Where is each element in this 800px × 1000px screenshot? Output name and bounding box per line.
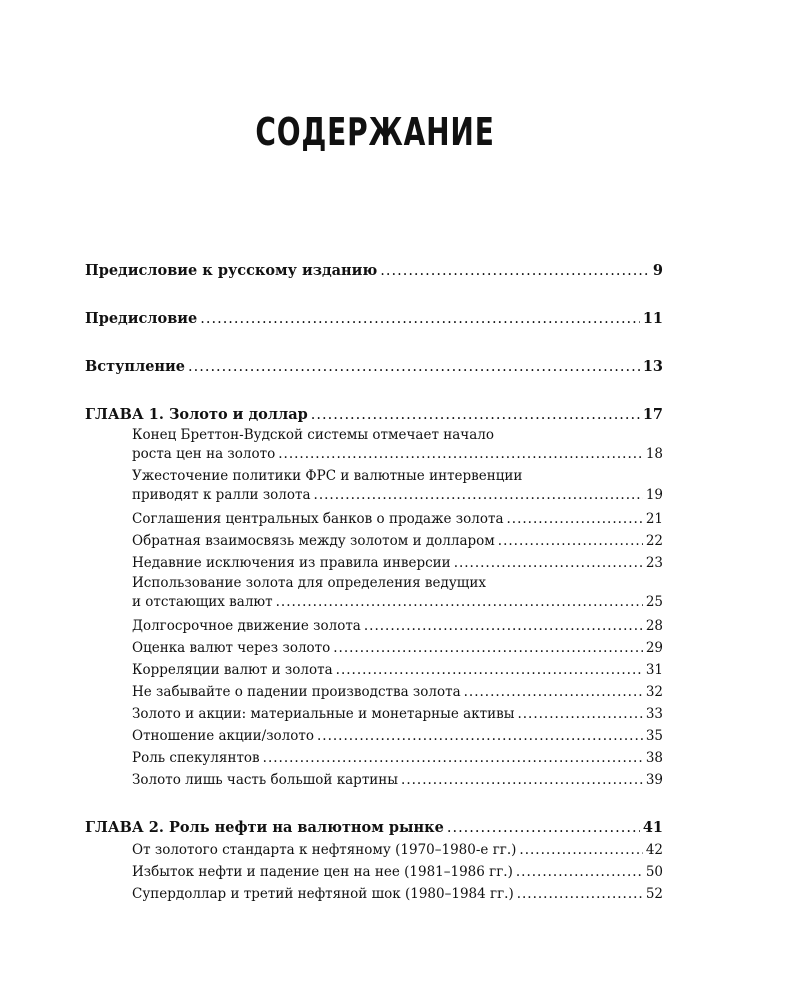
toc-page-number: 29 xyxy=(645,640,663,656)
toc-section-title-line1: Использование золота для определения ведущих xyxy=(132,575,486,591)
toc-section-entry[interactable] xyxy=(85,681,663,703)
toc-section-title: Долгосрочное движение золота xyxy=(132,618,361,634)
leader-dots xyxy=(464,681,643,703)
leader-dots xyxy=(519,839,642,861)
toc-section-entry[interactable] xyxy=(85,467,663,505)
toc-section-entry[interactable] xyxy=(85,747,663,769)
leader-dots xyxy=(364,615,643,637)
toc-section-title: Оценка валют через золото xyxy=(132,640,331,656)
leader-dots xyxy=(188,356,640,378)
toc-section-entry[interactable] xyxy=(85,703,663,725)
toc-section-entry[interactable] xyxy=(85,769,663,791)
toc-section-entry[interactable] xyxy=(85,637,663,659)
leader-dots xyxy=(380,260,650,282)
toc-section-entry[interactable] xyxy=(85,426,663,464)
toc-page-number: 38 xyxy=(645,750,663,766)
toc-page-number: 31 xyxy=(645,662,663,678)
toc-entry-title: Предисловие к русскому изданию xyxy=(85,262,378,279)
toc-page-number: 17 xyxy=(642,406,663,423)
leader-dots xyxy=(278,445,643,464)
toc-entry-title: Вступление xyxy=(85,358,186,375)
leader-dots xyxy=(263,747,643,769)
toc-page-number: 32 xyxy=(645,684,663,700)
toc-page-number: 33 xyxy=(645,706,663,722)
table-of-contents xyxy=(85,260,663,905)
chapter-gap xyxy=(85,791,663,817)
toc-page-number: 25 xyxy=(645,594,663,610)
toc-section-title: Избыток нефти и падение цен на нее (1981–1986 гг.) xyxy=(132,864,513,880)
toc-section-title: Золото лишь часть большой картины xyxy=(132,772,399,788)
page-title: СОДЕРЖАНИЕ xyxy=(255,110,495,154)
toc-section-entry[interactable] xyxy=(85,659,663,681)
toc-section-title: Роль спекулянтов xyxy=(132,750,260,766)
toc-section-title: Недавние исключения из правила инверсии xyxy=(132,555,451,571)
leader-dots xyxy=(516,861,643,883)
toc-page-number: 11 xyxy=(642,310,663,327)
toc-chapter-title: ГЛАВА 1. Золото и доллар xyxy=(85,406,308,423)
toc-page-number: 9 xyxy=(652,262,663,279)
toc-section-title: Отношение акции/золото xyxy=(132,728,314,744)
leader-dots xyxy=(311,404,640,426)
toc-page-number: 13 xyxy=(642,358,663,375)
toc-section-title-line1: Конец Бреттон-Вудской системы отмечает начало xyxy=(132,427,494,443)
toc-entry-preface[interactable] xyxy=(85,308,663,330)
toc-page-number: 18 xyxy=(645,446,663,462)
toc-entry-introduction[interactable] xyxy=(85,356,663,378)
toc-section-title: Золото и акции: материальные и монетарные активы xyxy=(132,706,515,722)
leader-dots xyxy=(276,593,643,612)
toc-entry-title: Предисловие xyxy=(85,310,198,327)
toc-section-entry[interactable] xyxy=(85,861,663,883)
leader-dots xyxy=(200,308,640,330)
toc-chapter-title: ГЛАВА 2. Роль нефти на валютном рынке xyxy=(85,819,444,836)
toc-page-number: 42 xyxy=(645,842,663,858)
leader-dots xyxy=(517,703,642,725)
leader-dots xyxy=(498,530,643,552)
toc-section-title-line1: Ужесточение политики ФРС и валютные интервенции xyxy=(132,468,523,484)
chapter-2-sections xyxy=(85,839,663,905)
toc-page-number: 52 xyxy=(645,886,663,902)
leader-dots xyxy=(317,725,643,747)
toc-page-number: 19 xyxy=(645,487,663,503)
toc-section-entry[interactable] xyxy=(85,725,663,747)
leader-dots xyxy=(333,637,643,659)
toc-page-number: 23 xyxy=(645,555,663,571)
toc-section-entry[interactable] xyxy=(85,530,663,552)
toc-section-title: Супердоллар и третий нефтяной шок (1980–1984 гг.) xyxy=(132,886,514,902)
toc-page-number: 50 xyxy=(645,864,663,880)
toc-section-title: От золотого стандарта к нефтяному (1970–1980-е гг.) xyxy=(132,842,517,858)
toc-chapter-1[interactable] xyxy=(85,404,663,426)
toc-section-entry[interactable] xyxy=(85,552,663,574)
toc-page-number: 28 xyxy=(645,618,663,634)
toc-entry-preface-russian[interactable] xyxy=(85,260,663,282)
toc-page-number: 22 xyxy=(645,533,663,549)
toc-chapter-2[interactable] xyxy=(85,817,663,839)
toc-section-title: и отстающих валют xyxy=(132,594,273,610)
toc-section-entry[interactable] xyxy=(85,839,663,861)
toc-page-number: 39 xyxy=(645,772,663,788)
leader-dots xyxy=(401,769,643,791)
toc-section-title: Не забывайте о падении производства золота xyxy=(132,684,461,700)
leader-dots xyxy=(454,552,643,574)
leader-dots xyxy=(314,486,643,505)
leader-dots xyxy=(507,508,643,530)
leader-dots xyxy=(447,817,640,839)
toc-page-number: 41 xyxy=(642,819,663,836)
toc-section-title: роста цен на золото xyxy=(132,446,276,462)
leader-dots xyxy=(336,659,643,681)
toc-section-entry[interactable] xyxy=(85,615,663,637)
toc-section-entry[interactable] xyxy=(85,883,663,905)
toc-section-title: Обратная взаимосвязь между золотом и долларом xyxy=(132,533,495,549)
toc-section-entry[interactable] xyxy=(85,574,663,612)
toc-section-title: Соглашения центральных банков о продаже золота xyxy=(132,511,504,527)
toc-page-number: 21 xyxy=(645,511,663,527)
chapter-1-sections xyxy=(85,426,663,791)
toc-section-entry[interactable] xyxy=(85,508,663,530)
toc-page-number: 35 xyxy=(645,728,663,744)
toc-section-title: приводят к ралли золота xyxy=(132,487,311,503)
toc-section-title: Корреляции валют и золота xyxy=(132,662,333,678)
leader-dots xyxy=(517,883,643,905)
